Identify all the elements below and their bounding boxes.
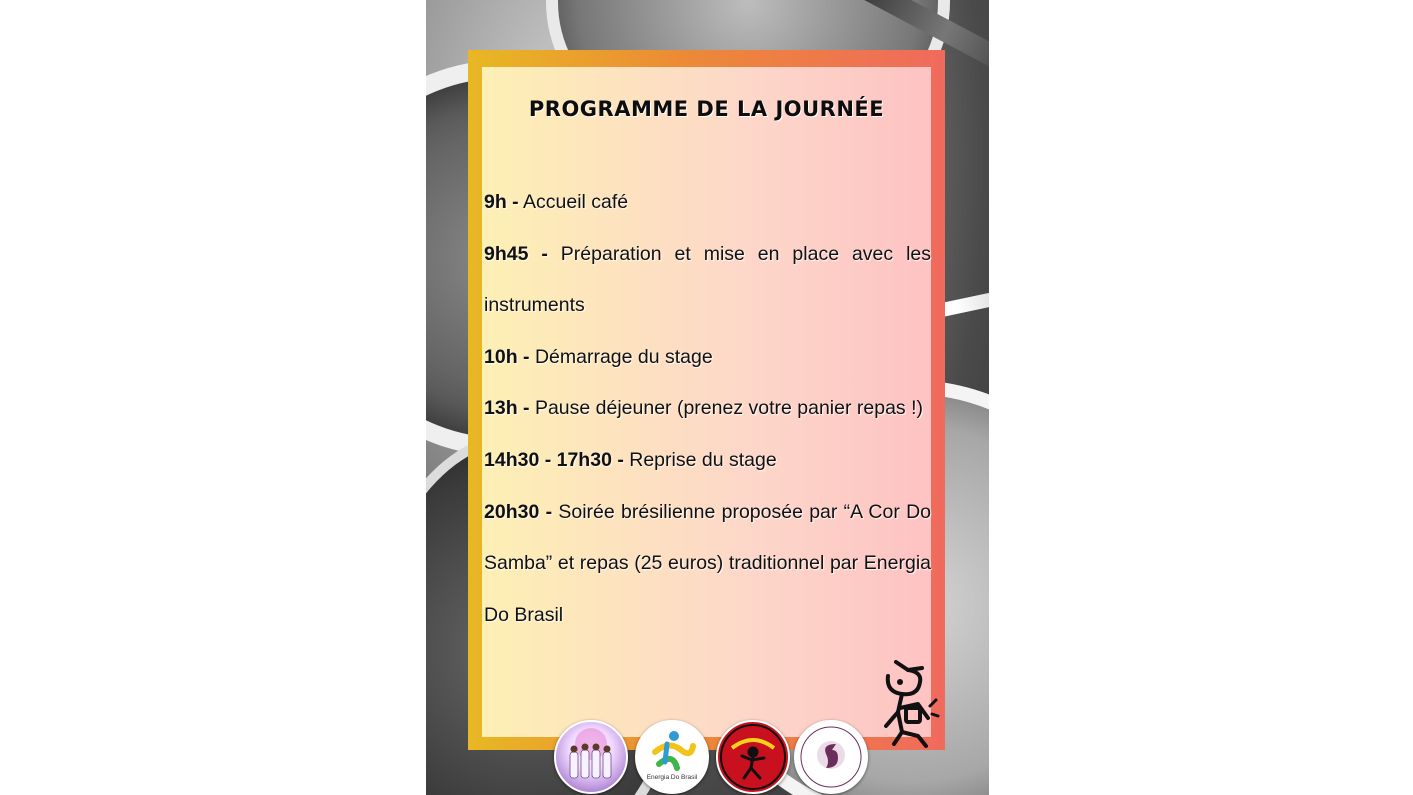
schedule-time: 9h -	[484, 191, 519, 213]
schedule-item	[484, 435, 931, 487]
program-panel	[482, 67, 931, 737]
schedule-time: 14h30 - 17h30 -	[484, 448, 624, 471]
group-photo-logo	[554, 720, 628, 794]
club-emblem-icon	[796, 722, 866, 792]
club-ecureuils-logo	[794, 720, 868, 794]
poster	[426, 0, 989, 795]
schedule-list	[484, 177, 931, 641]
schedule-item	[484, 177, 931, 229]
schedule-time: 9h45 -	[484, 242, 548, 265]
schedule-item	[484, 487, 931, 642]
schedule-text: Reprise du stage	[629, 448, 777, 471]
schedule-item	[484, 332, 931, 384]
schedule-time: 10h -	[484, 345, 530, 368]
schedule-item	[484, 383, 931, 435]
schedule-text: Accueil café	[523, 191, 629, 213]
samba-dancer-icon	[718, 722, 788, 792]
logo-caption: Energia Do Brasil	[646, 774, 698, 781]
samba-group-logo	[716, 720, 790, 794]
drummer-mascot-icon	[878, 656, 940, 748]
gradient-frame	[468, 50, 945, 750]
schedule-item	[484, 229, 931, 332]
energia-figure-icon	[637, 722, 707, 792]
schedule-time: 20h30 -	[484, 500, 553, 523]
schedule-text: Pause déjeuner (prenez votre panier repas !)	[534, 397, 923, 420]
schedule-time: 13h -	[484, 397, 530, 420]
page-title: PROGRAMME DE LA JOURNÉE	[528, 97, 885, 121]
dancers-icon	[556, 722, 626, 792]
schedule-text: Soirée brésilienne proposée par “A Cor Do Samba” et repas (25 euros) traditionnel par Energia Do Brasil	[484, 500, 932, 626]
schedule-text: Préparation et mise en place avec les instruments	[484, 242, 931, 317]
schedule-text: Démarrage du stage	[534, 345, 713, 368]
energia-do-brasil-logo	[635, 720, 709, 794]
